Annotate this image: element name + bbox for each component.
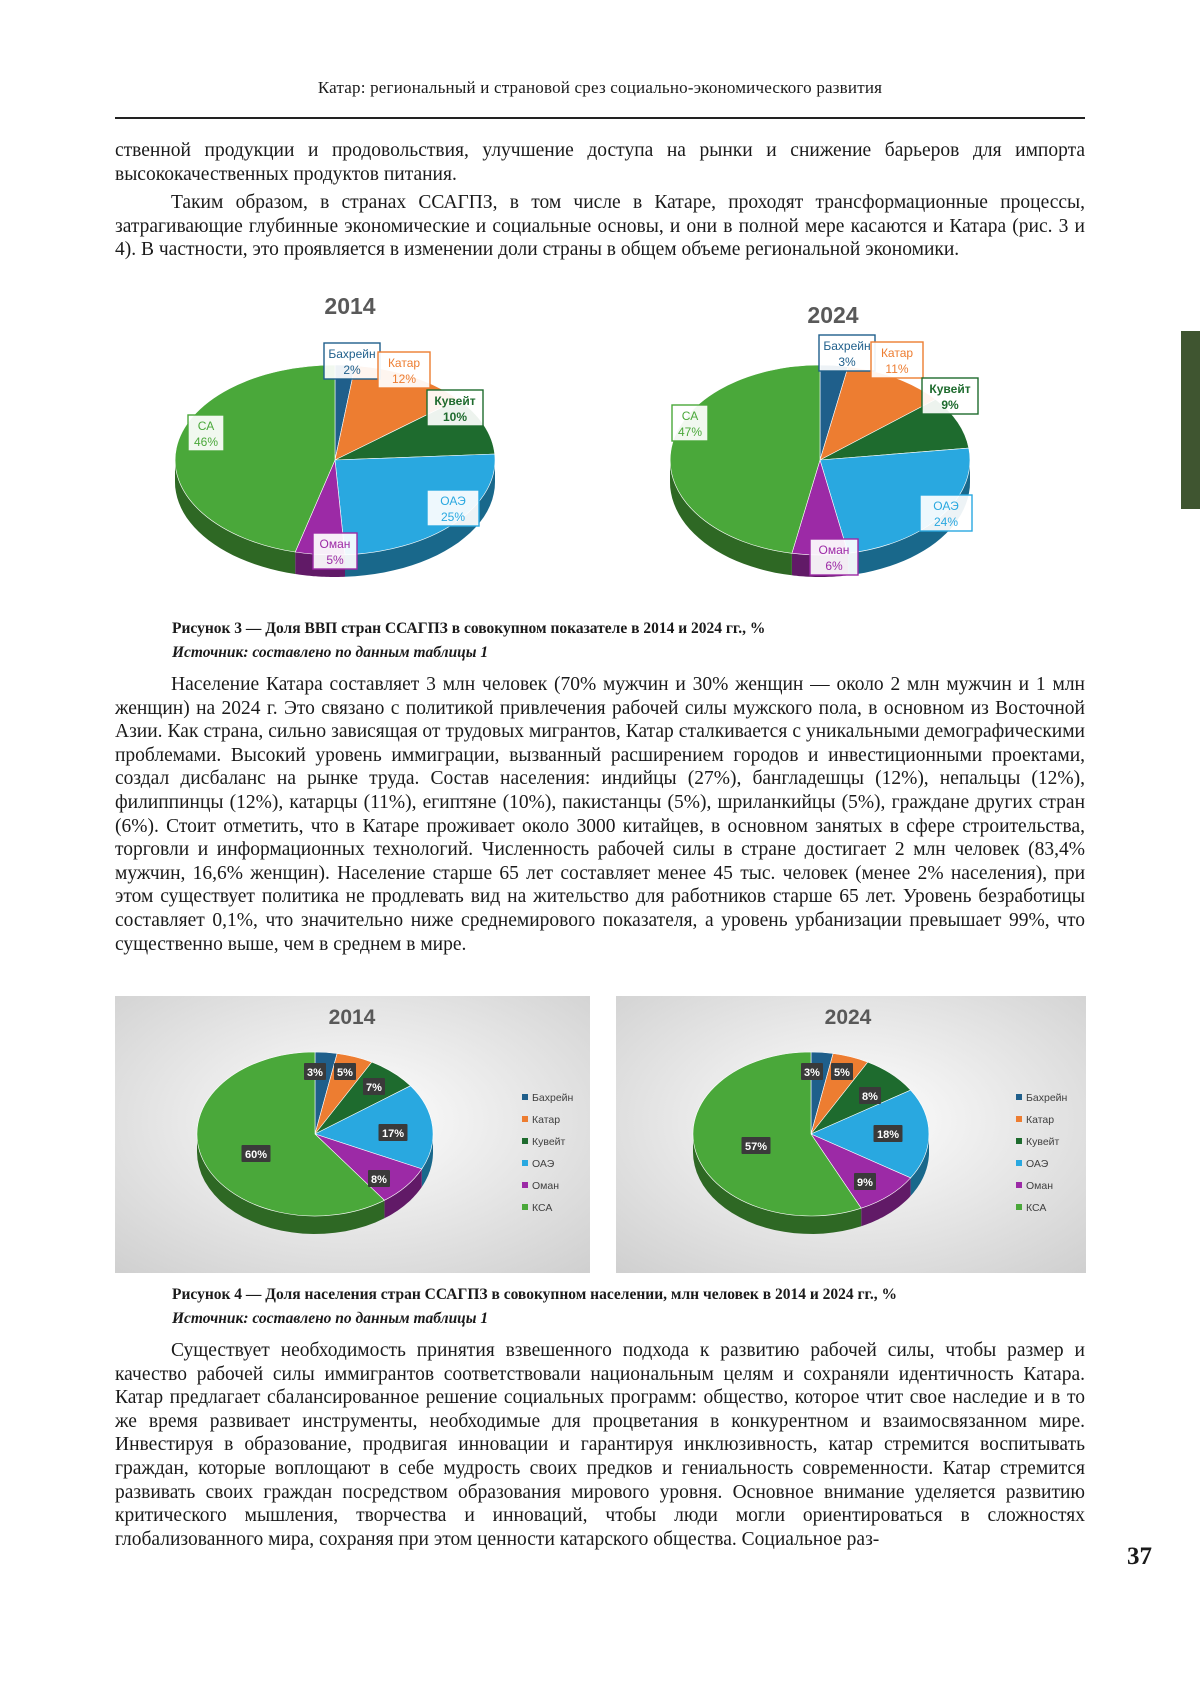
svg-text:Оман: Оман	[319, 537, 351, 551]
svg-text:57%: 57%	[744, 1141, 768, 1153]
data-label-Катар	[871, 342, 923, 378]
svg-text:11%: 11%	[885, 362, 909, 376]
data-label-Оман	[854, 1173, 876, 1190]
data-label-ОАЭ	[920, 495, 972, 531]
data-label-Кувейт	[922, 378, 978, 414]
svg-text:17%: 17%	[381, 1128, 405, 1140]
data-label-Кувейт	[859, 1087, 881, 1104]
figure-4-source: Источник: составлено по данным таблицы 1	[172, 1310, 489, 1327]
svg-text:8%: 8%	[371, 1174, 387, 1186]
svg-text:Катар: Катар	[532, 1114, 561, 1126]
data-label-Катар	[831, 1063, 853, 1080]
svg-text:12%: 12%	[391, 372, 417, 386]
svg-text:Бахрейн: Бахрейн	[532, 1092, 574, 1104]
chart-title: 2014	[328, 1006, 376, 1029]
svg-text:СА: СА	[197, 419, 215, 433]
svg-text:Катар: Катар	[387, 356, 421, 370]
data-label-ОАЭ	[427, 490, 479, 526]
data-label-Бахрейн	[324, 343, 380, 379]
fig3-chart-2014	[170, 290, 560, 610]
data-label-Бахрейн	[304, 1063, 326, 1080]
data-label-Катар	[334, 1063, 356, 1080]
data-label-Оман	[313, 533, 357, 569]
figure-3-source: Источник: составлено по данным таблицы 1	[172, 644, 489, 661]
svg-text:18%: 18%	[876, 1129, 900, 1141]
svg-text:60%: 60%	[244, 1149, 268, 1161]
svg-text:КСА: КСА	[532, 1202, 553, 1214]
svg-text:7%: 7%	[366, 1082, 382, 1094]
svg-text:25%: 25%	[440, 510, 466, 524]
svg-text:Кувейт: Кувейт	[929, 382, 971, 396]
svg-text:Оман: Оман	[532, 1180, 560, 1192]
svg-text:47%: 47%	[677, 425, 703, 439]
data-label-КСА	[242, 1145, 271, 1162]
svg-text:9%: 9%	[941, 398, 959, 412]
svg-text:5%: 5%	[326, 553, 344, 567]
figure-3-caption: Рисунок 3 — Доля ВВП стран ССАГПЗ в совокупном показателе в 2014 и 2024 гг., %	[172, 620, 766, 637]
svg-text:КСА: КСА	[1026, 1202, 1047, 1214]
data-label-Катар	[378, 352, 430, 388]
svg-text:ОАЭ: ОАЭ	[1026, 1158, 1049, 1170]
svg-text:Кувейт: Кувейт	[1026, 1136, 1060, 1148]
svg-text:9%: 9%	[857, 1177, 873, 1189]
data-label-Оман	[368, 1170, 390, 1187]
svg-text:Катар: Катар	[1026, 1114, 1055, 1126]
data-label-ОАЭ	[874, 1125, 903, 1142]
data-label-ОАЭ	[379, 1124, 408, 1141]
svg-text:ОАЭ: ОАЭ	[532, 1158, 555, 1170]
svg-text:Кувейт: Кувейт	[434, 394, 476, 408]
chart-title: 2024	[807, 302, 859, 328]
data-label-Бахрейн	[801, 1063, 823, 1080]
data-label-СА	[188, 415, 224, 451]
data-label-Кувейт	[363, 1078, 385, 1095]
svg-text:Бахрейн: Бахрейн	[823, 339, 871, 353]
paragraph-3: Население Катара составляет 3 млн человек (70% мужчин и 30% женщин — около 2 млн мужчин и 1 млн женщин) на 2024 г. Это связано с политикой привлечения рабочей силы мужского пола, в основном из Восточной Азии. Как страна, сильно зависящая от трудовых мигрантов, Катар сталкивается с уникальными демографическими проблемами. Высокий уровень иммиграции, вызванный расширением городов и инвестиционными проектами, создал дисбаланс на рынке труда. Состав населения: индийцы (27%), бангладешцы (12%), непальцы (12%), филиппинцы (12%), катарцы (11%), египтяне (10%), пакистанцы (5%), шриланкийцы (5%), граждане других стран (6%). Стоит отметить, что в Катаре проживает около 3000 китайцев, в основном занятых в сфере строительства, торговли и информационных технологий. Численность рабочей силы в стране достигает 2 млн человек (83,4% мужчин, 16,6% женщин). Население старше 65 лет составляет менее 45 тыс. человек (менее 2% населения), при этом существует политика не продлевать вид на жительство для работников старше 65 лет. Уровень безработицы составляет 0,1%, что значительно ниже среднемирового показателя, а уровень урбанизации превышает 99%, что существенно выше, чем в среднем в мире.	[115, 674, 1085, 955]
svg-text:8%: 8%	[862, 1091, 878, 1103]
figure-4-caption: Рисунок 4 — Доля населения стран ССАГПЗ в совокупном населении, млн человек в 2014 и 2024 гг., %	[172, 1286, 897, 1303]
paragraph-2: Таким образом, в странах ССАГПЗ, в том числе в Катаре, проходят трансформационные процессы, затрагивающие глубинные экономические и социальные основы, и они в полной мере касаются и Катара (рис. 3 и 4). В частности, это проявляется в изменении доли страны в общем объеме региональной экономики.	[115, 192, 1085, 261]
section-tab	[1181, 331, 1200, 509]
svg-text:10%: 10%	[442, 410, 468, 424]
header-rule	[115, 117, 1085, 119]
chart-title: 2024	[824, 1006, 872, 1029]
svg-text:3%: 3%	[838, 355, 856, 369]
fig3-chart-2024	[670, 295, 1030, 605]
svg-text:3%: 3%	[307, 1067, 323, 1079]
svg-text:ОАЭ: ОАЭ	[440, 494, 466, 508]
svg-text:2%: 2%	[343, 363, 361, 377]
svg-text:Кувейт: Кувейт	[532, 1136, 566, 1148]
svg-text:5%: 5%	[834, 1067, 850, 1079]
svg-text:Бахрейн: Бахрейн	[328, 347, 376, 361]
svg-text:Катар: Катар	[880, 346, 914, 360]
paragraph-4: Существует необходимость принятия взвешенного подхода к развитию рабочей силы, чтобы размер и качество рабочей силы иммигрантов соответствовали национальным целям и сохраняли идентичность Катара. Катар предлагает сбалансированное решение социальных программ: общество, которое чтит свое наследие и в то же время развивает инструменты, необходимые для процветания в конкурентном и взаимосвязанном мире. Инвестируя в образование, продвигая инновации и гарантируя инклюзивность, катар стремится воспитывать граждан, которые воплощают в себе мудрость своих предков и гениальность современности. Катар стремится развивать своих граждан посредством образования мирового уровня. Основное внимание уделяется развитию критического мышления, творчества и инноваций, чтобы люди могли ориентироваться в сложностях глобализованного мира, сохраняя при этом ценности катарского общества. Социальное раз-	[115, 1340, 1085, 1550]
svg-text:24%: 24%	[933, 515, 959, 529]
fig4-chart-2024	[616, 996, 1086, 1273]
svg-text:3%: 3%	[804, 1067, 820, 1079]
chart-title: 2014	[324, 293, 376, 319]
paragraph-1: ственной продукции и продовольствия, улучшение доступа на рынки и снижение барьеров для импорта высококачественных продуктов питания.	[115, 140, 1085, 185]
svg-text:Оман: Оман	[818, 543, 850, 557]
svg-text:Бахрейн: Бахрейн	[1026, 1092, 1068, 1104]
svg-text:6%: 6%	[825, 559, 843, 573]
svg-text:5%: 5%	[337, 1067, 353, 1079]
svg-text:ОАЭ: ОАЭ	[933, 499, 959, 513]
data-label-Бахрейн	[819, 335, 875, 371]
data-label-КСА	[742, 1137, 771, 1154]
running-head: Катар: региональный и страновой срез социально-экономического развития	[317, 78, 883, 97]
data-label-Кувейт	[427, 390, 483, 426]
svg-text:Оман: Оман	[1026, 1180, 1054, 1192]
fig4-chart-2014	[115, 996, 590, 1273]
data-label-Оман	[810, 539, 858, 575]
svg-text:СА: СА	[681, 409, 699, 423]
data-label-СА	[672, 405, 708, 441]
page-number: 37	[1127, 1543, 1152, 1570]
svg-text:46%: 46%	[193, 435, 219, 449]
